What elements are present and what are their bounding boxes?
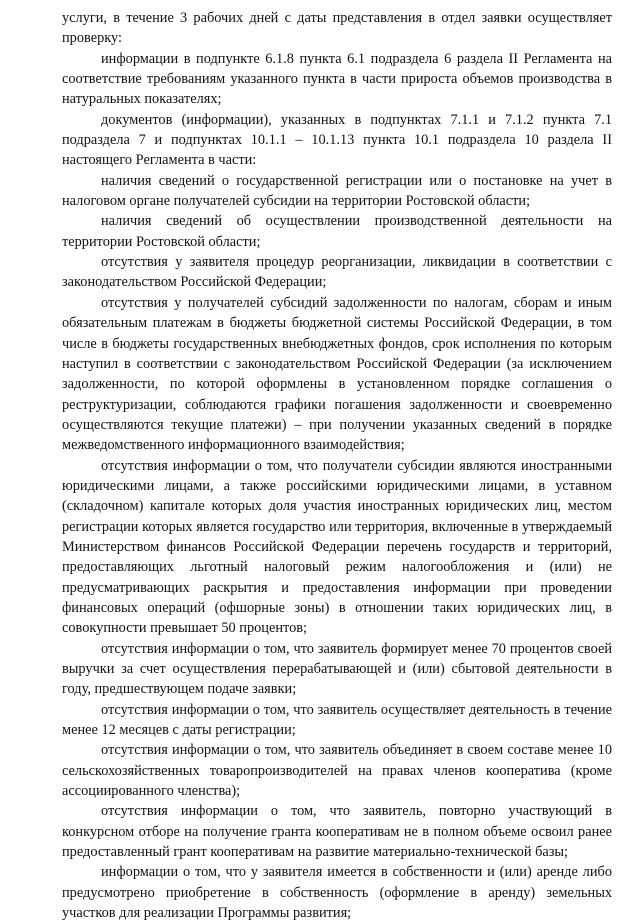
paragraph-repeat-grant: отсутствия информации о том, что заявитель, повторно участвующий в конкурсном отборе на получение гранта кооперативам не в полном объеме освоил ранее предоставленный грант кооперативам на развитие материально-технической базы;: [62, 803, 612, 861]
paragraph-production-activity: наличия сведений об осуществлении производственной деятельности на территории Ростовской области;: [62, 213, 612, 250]
document-page: [62, 8, 612, 923]
paragraph-registration: наличия сведений о государственной регистрации или о постановке на учет в налоговом органе получателей субсидии на территории Ростовской области;: [62, 172, 612, 210]
paragraph-documents-check: документов (информации), указанных в подпунктах 7.1.1 и 7.1.2 пункта 7.1 подраздела 7 и подпунктах 10.1.1 – 10.1.13 пункта 10.1 подраздела 10 раздела II настоящего Регламента в части:: [62, 111, 612, 169]
paragraph-check-6-1-8: информации в подпункте 6.1.8 пункта 6.1 подраздела 6 раздела II Регламента на соответствие требованиям указанного пункта в части прироста объемов производства в натуральных показателях;: [62, 50, 612, 108]
paragraph-continuation: услуги, в течение 3 рабочих дней с даты представления в отдел заявки осуществляет проверку:: [62, 10, 612, 47]
paragraph-land-plots: информации о том, что у заявителя имеется в собственности и (или) аренде либо предусмотрено приобретение в собственность (оформление в аренду) земельных участков для реализации Программы развития;: [62, 864, 612, 922]
paragraph-12-months: отсутствия информации о том, что заявитель осуществляет деятельность в течение менее 12 месяцев с даты регистрации;: [62, 701, 612, 739]
paragraph-foreign-entities: отсутствия информации о том, что получатели субсидии являются иностранными юридическими лицами, а также российскими юридическими лицами, в уставном (складочном) капитале которых доля участия иностранных юридических лиц, местом регистрации которых является государство или территория, включенные в утверждаемый Министерством финансов Российской Федерации перечень государств и территорий, предоставляющих льготный налоговый режим налогообложения и (или) не предусматривающих раскрытия и предоставления информации при проведении финансовых операций (офшорные зоны) в отношении таких юридических лиц, в совокупности превышает 50 процентов;: [62, 457, 612, 637]
paragraph-reorganization: отсутствия у заявителя процедур реорганизации, ликвидации в соответствии с законодательством Российской Федерации;: [62, 254, 612, 291]
paragraph-10-members: отсутствия информации о том, что заявитель объединяет в своем составе менее 10 сельскохозяйственных товаропроизводителей на правах членов кооператива (кроме ассоциированного членства);: [62, 742, 612, 800]
paragraph-revenue-70: отсутствия информации о том, что заявитель формирует менее 70 процентов своей выручки за счет осуществления перерабатывающей и (или) сбытовой деятельности в году, предшествующем подаче заявки;: [62, 640, 612, 698]
paragraph-tax-debt: отсутствия у получателей субсидий задолженности по налогам, сборам и иным обязательным платежам в бюджеты бюджетной системы Российской Федерации, в том числе в бюджеты государственных внебюджетных фондов, срок исполнения по которым наступил в соответствии с законодательством Российской Федерации (за исключением задолженности, по которой оформлены в установленном порядке соглашения о реструктуризации, соблюдаются графики погашения задолженности и своевременно осуществляются текущие платежи) – при получении указанных сведений в порядке межведомственного информационного взаимодействия;: [62, 294, 612, 454]
